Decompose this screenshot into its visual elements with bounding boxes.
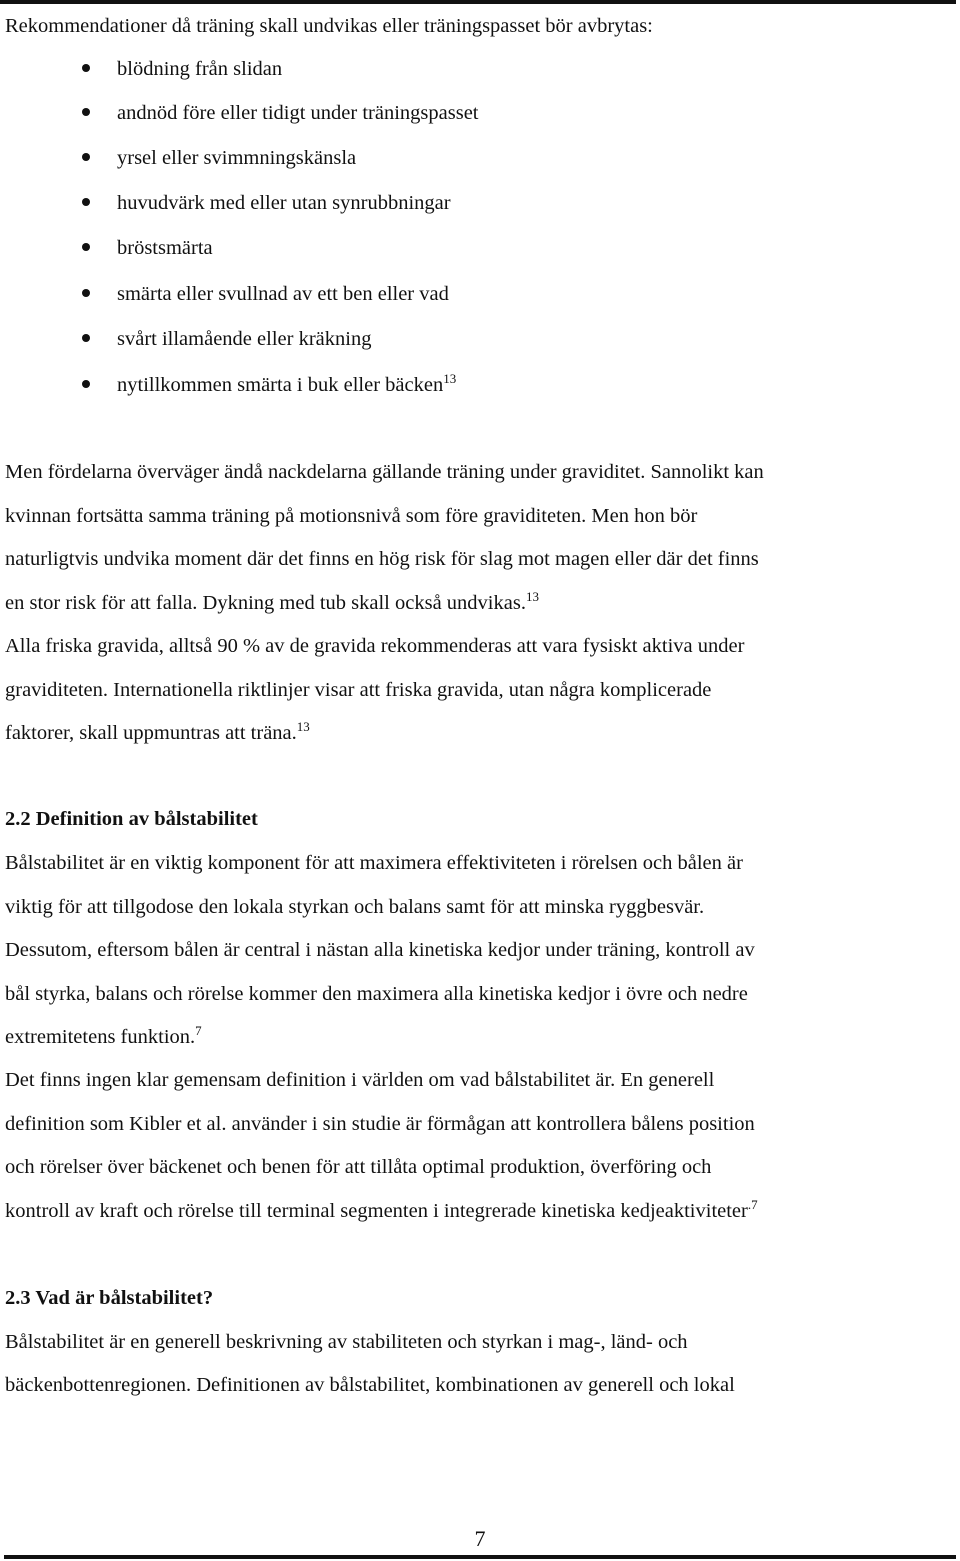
- bullet-icon: [82, 334, 90, 342]
- text-line: Men fördelarna överväger ändå nackdelarna gällande träning under graviditet. Sannolikt kan: [5, 461, 764, 483]
- text-line: faktorer, skall uppmuntras att träna.$^{13}$: [5, 719, 310, 744]
- section-heading: 2.2 Definition av bålstabilitet: [5, 808, 258, 830]
- text-line: Alla friska gravida, alltså 90 % av de gravida rekommenderas att vara fysiskt aktiva under: [5, 635, 745, 657]
- footnote-ref: 7: [195, 1023, 202, 1038]
- bullet-icon: [82, 153, 90, 161]
- section-heading: 2.3 Vad är bålstabilitet?: [5, 1287, 214, 1309]
- bullet-icon: [82, 380, 90, 388]
- footnote-ref: 13: [296, 719, 310, 734]
- intro-text: Rekommendationer då träning skall undvikas eller träningspasset bör avbrytas:: [5, 15, 653, 37]
- text-line: Bålstabilitet är en generell beskrivning av stabiliteten och styrkan i mag-, länd- och: [5, 1331, 688, 1353]
- list-item: blödning från slidan: [117, 58, 283, 80]
- text-line: bål styrka, balans och rörelse kommer den maximera alla kinetiska kedjor i övre och nedre: [5, 983, 748, 1005]
- footnote-ref: 13: [525, 589, 539, 604]
- bullet-icon: [82, 64, 90, 72]
- text-line: en stor risk för att falla. Dykning med tub skall också undvikas.$^{13}$: [5, 589, 539, 614]
- top-rule: [0, 0, 956, 4]
- bullet-icon: [82, 289, 90, 297]
- text-line: Bålstabilitet är en viktig komponent för att maximera effektiviteten i rörelsen och bålen är: [5, 852, 743, 874]
- list-item: smärta eller svullnad av ett ben eller vad: [117, 283, 449, 305]
- text-line: definition som Kibler et al. använder i sin studie är förmågan att kontrollera bålens position: [5, 1113, 755, 1135]
- list-item: nytillkommen smärta i buk eller bäcken$^{13}$: [117, 371, 457, 396]
- text-line: graviditeten. Internationella riktlinjer visar att friska gravida, utan några komplicerade: [5, 679, 712, 701]
- bottom-rule: [4, 1555, 956, 1559]
- text-line: kontroll av kraft och rörelse till terminal segmenten i integrerade kinetiska kedjeaktiviteter$^{.7}$: [5, 1197, 758, 1222]
- bullet-icon: [82, 108, 90, 116]
- text-line: och rörelser över bäckenet och benen för att tillåta optimal produktion, överföring och: [5, 1156, 712, 1178]
- list-item: svårt illamående eller kräkning: [117, 328, 372, 350]
- page-number: 7: [474, 1526, 486, 1551]
- text-line: bäckenbottenregionen. Definitionen av bålstabilitet, kombinationen av generell och lokal: [5, 1374, 735, 1396]
- text-line: naturligtvis undvika moment där det finns en hög risk för slag mot magen eller där det finns: [5, 548, 759, 570]
- bullet-icon: [82, 243, 90, 251]
- text-line: kvinnan fortsätta samma träning på motionsnivå som före graviditeten. Men hon bör: [5, 505, 698, 527]
- footnote-ref: .7: [747, 1197, 758, 1212]
- list-item: andnöd före eller tidigt under träningspasset: [117, 102, 479, 124]
- text-line: viktig för att tillgodose den lokala styrkan och balans samt för att minska ryggbesvär.: [5, 896, 705, 918]
- text-line: Det finns ingen klar gemensam definition i världen om vad bålstabilitet är. En generell: [5, 1069, 715, 1091]
- text-line: extremitetens funktion.$^7$: [5, 1023, 202, 1048]
- list-item: bröstsmärta: [117, 237, 213, 259]
- footnote-ref: 13: [443, 371, 457, 386]
- bullet-icon: [82, 198, 90, 206]
- list-item: huvudvärk med eller utan synrubbningar: [117, 192, 451, 214]
- list-item: yrsel eller svimmningskänsla: [117, 147, 357, 169]
- text-line: Dessutom, eftersom bålen är central i nästan alla kinetiska kedjor under träning, kontroll av: [5, 939, 755, 961]
